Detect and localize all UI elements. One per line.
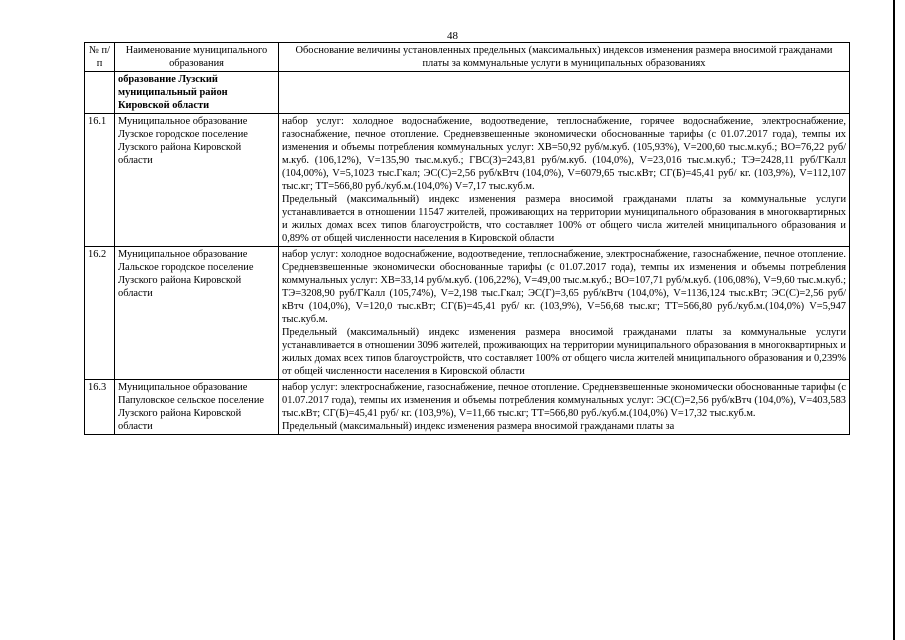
table-row [85,247,850,380]
row-name: Муниципальное образование Папуловское сельское поселение Лузского района Кировской области [115,380,279,435]
table-row [85,380,850,435]
table-row-continuation [85,72,850,114]
row-name: Муниципальное образование Лузское городское поселение Лузского района Кировской области [115,114,279,247]
cont-text [279,72,850,114]
table-header-row [85,43,850,72]
row-num: 16.2 [85,247,115,380]
page-number: 48 [447,30,458,42]
header-name: Наименование муниципального образования [115,43,279,72]
row-num: 16.1 [85,114,115,247]
row-paragraph-index: Предельный (максимальный) индекс изменения размера вносимой гражданами платы за коммунальные услуги устанавливается в отношении 3096 жителей, проживающих на территории муниципального образования в многоквартирных и жилых домах всех типов благоустройств, что составляет 100% от общего числа жителей мниципального образования и 0,239% от общей численности населения в Кировской области [282,327,846,377]
tariff-table [84,42,850,435]
row-name: Муниципальное образование Лальское городское поселение Лузского района Кировской области [115,247,279,380]
scan-edge-line [893,0,895,640]
row-justification [279,114,850,247]
row-paragraph-index: Предельный (максимальный) индекс изменения размера вносимой гражданами платы за [282,421,675,432]
row-num: 16.3 [85,380,115,435]
cont-num [85,72,115,114]
row-paragraph-services: набор услуг: холодное водоснабжение, водоотведение, теплоснабжение, электроснабжение, газоснабжение, печное отопление. Средневзвешенные экономически обоснованные тарифы (с 01.07.2017 года), темпы их изменения и объемы потребления коммунальных услуг: ХВ=33,14 руб/м.куб. (106,22%), V=49,00 тыс.м.куб.; ВО=107,71 руб/м.куб. (106,08%), V=9,60 тыс.м.куб.; ТЭ=3208,90 руб/ГКалл (105,74%), V=2,198 тыс.Гкал; ЭС(Г)=3,65 руб/кВтч (104,0%), V=1136,124 тыс.кВт; ЭС(С)=2,56 руб/кВтч (104,0%), V=120,0 тыс.кВт; СГ(Б)=45,41 руб/ кг. (103,9%), V=56,68 тыс.кг; ТТ=566,80 руб./куб.м.(104,0%) V=5,947 тыс.куб.м. [282,249,846,325]
row-paragraph-services: набор услуг: холодное водоснабжение, водоотведение, теплоснабжение, горячее водоснабжение, электроснабжение, газоснабжение, печное отопление. Средневзвешенные экономически обоснованные тарифы (с 01.07.2017 года), темпы их изменения и объемы потребления коммунальных услуг: ХВ=50,92 руб/м.куб. (105,93%), V=200,60 тыс.м.куб.; ВО=76,22 руб/м.куб. (106,12%), V=135,90 тыс.м.куб.; ГВС(З)=243,81 руб/м.куб. (104,0%), V=23,016 тыс.м.куб.; ТЭ=2428,11 руб/ГКалл (104,00%), V=5,1023 тыс.Гкал; ЭС(С)=2,56 руб/кВтч (104,0%), V=6079,65 тыс.кВт; СГ(Б)=45,41 руб/ кг. (103,9%), V=112,107 тыс.кг; ТТ=566,80 руб./куб.м.(104,0%) V=7,17 тыс.куб.м. [282,116,846,192]
header-num: № п/п [85,43,115,72]
header-justification: Обоснование величины установленных предельных (максимальных) индексов изменения размера вносимой гражданами платы за коммунальные услуги в муниципальных образованиях [279,43,850,72]
row-paragraph-index: Предельный (максимальный) индекс изменения размера вносимой гражданами платы за коммунальные услуги устанавливается в отношении 11547 жителей, проживающих на территории муниципального образования в многоквартирных и жилых домах всех типов благоустройств, что составляет 100% от общего числа жителей мниципального образования и 0,89% от общей численности населения в Кировской области [282,194,846,244]
table-row [85,114,850,247]
cont-name: образование Лузский муниципальный район Кировской области [115,72,279,114]
row-justification [279,247,850,380]
row-paragraph-services: набор услуг: электроснабжение, газоснабжение, печное отопление. Средневзвешенные экономически обоснованные тарифы (с 01.07.2017 года), темпы их изменения и объемы потребления коммунальных услуг: ЭС(С)=2,56 руб/кВтч (104,0%), V=403,583 тыс.кВт; СГ(Б)=45,41 руб/ кг. (103,9%), V=11,66 тыс.кг; ТТ=566,80 руб./куб.м.(104,0%) V=17,32 тыс.куб.м. [282,382,846,419]
row-justification [279,380,850,435]
